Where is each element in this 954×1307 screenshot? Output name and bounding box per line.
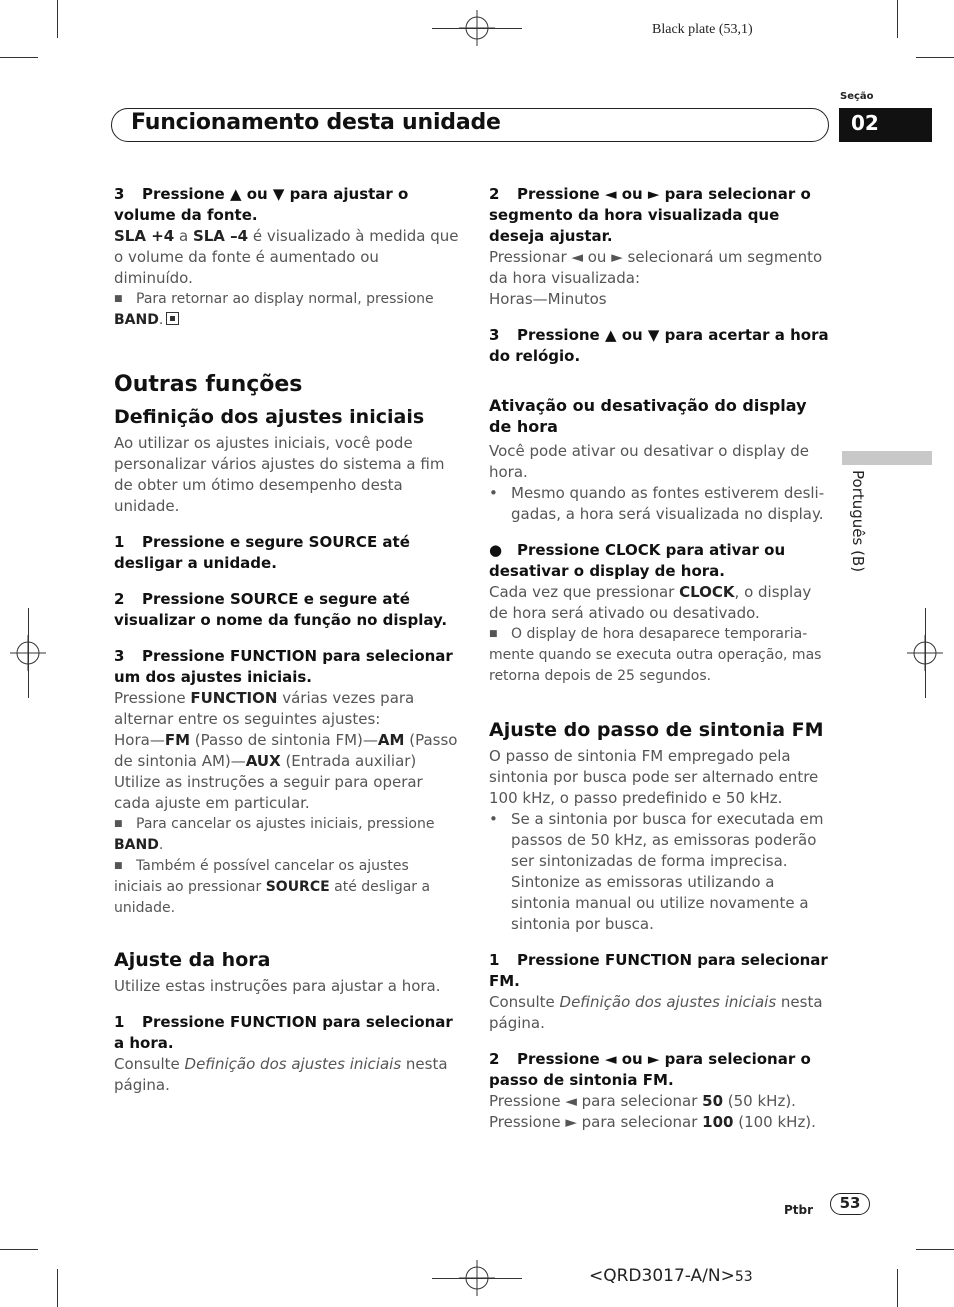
fm-intro: O passo de sintonia FM empregado pela sintonia por busca pode ser alternado entre 100 kHz, o passo predefinido e 50 kHz. xyxy=(489,747,819,807)
bullet-icon: • xyxy=(489,484,498,502)
crop-mark xyxy=(57,1269,58,1307)
step-hora-3: 3 Pressione ▲ ou ▼ para acertar a hora do relógio. xyxy=(489,326,829,365)
left-column xyxy=(114,184,459,1096)
heading-passo-fm: Ajuste do passo de sintonia FM xyxy=(489,719,824,741)
note-square-icon: ■ xyxy=(114,819,123,829)
page-number: 53 xyxy=(830,1193,870,1215)
display-intro: Você pode ativar ou desativar o display de hora. xyxy=(489,442,809,481)
document-id: <QRD3017-A/N>53 xyxy=(589,1266,753,1286)
hora-2-body-2: Horas—Minutos xyxy=(489,290,607,308)
registration-mark-icon xyxy=(459,10,495,46)
step-fm-2: 2 Pressione ◄ ou ► para selecionar o passo de sintonia FM. xyxy=(489,1050,811,1089)
step-volume: 3 Pressione ▲ ou ▼ para ajustar o volume da fonte. xyxy=(114,185,409,224)
language-tab-bar xyxy=(842,451,932,465)
note-square-icon: ■ xyxy=(489,629,498,639)
end-mark-icon xyxy=(166,312,179,325)
sla-paragraph: SLA +4 a SLA –4 é visualizado à medida que o volume da fonte é aumentado ou diminuído. xyxy=(114,227,459,287)
step-definicao-3: 3 Pressione FUNCTION para selecionar um dos ajustes iniciais. xyxy=(114,647,453,686)
note-also: ■ Também é possível cancelar os ajustes iniciais ao pressionar SOURCE até desligar a unidade. xyxy=(114,858,431,916)
step-clock: ● Pressione CLOCK para ativar ou desativar o display de hora. xyxy=(489,541,786,580)
crop-mark xyxy=(897,1269,898,1307)
section-number-badge: 02 xyxy=(839,108,932,142)
step-hora-1: 1 Pressione FUNCTION para selecionar a hora. xyxy=(114,1013,453,1052)
display-body: Cada vez que pressionar CLOCK, o display de hora será ativado ou desativado. xyxy=(489,583,812,622)
note-display: ■ O display de hora desaparece temporariamente quando se executa outra operação, mas retorna depois de 25 segundos. xyxy=(489,626,822,684)
note-return: ■ Para retornar ao display normal, pressione BAND. xyxy=(114,291,434,328)
language-code: Ptbr xyxy=(784,1203,814,1217)
crop-mark xyxy=(0,57,38,58)
registration-mark-icon xyxy=(907,635,943,671)
crop-mark xyxy=(0,1249,38,1250)
hora-consulte: Consulte Definição dos ajustes iniciais nesta página. xyxy=(114,1055,448,1094)
language-tab xyxy=(837,470,867,580)
step-fm-1: 1 Pressione FUNCTION para selecionar FM. xyxy=(489,951,828,990)
crop-mark xyxy=(916,57,954,58)
display-bullet: • Mesmo quando as fontes estiverem desligadas, a hora será visualizada no display. xyxy=(489,484,825,523)
heading-ajuste-hora: Ajuste da hora xyxy=(114,949,271,971)
hora-2-body: Pressionar ◄ ou ► selecionará um segmento da hora visualizada: xyxy=(489,248,823,287)
step-definicao-1: 1 Pressione e segure SOURCE até desligar a unidade. xyxy=(114,533,410,572)
fm-2-body: Pressione ◄ para selecionar 50 (50 kHz). Pressione ► para selecionar 100 (100 kHz). xyxy=(489,1092,816,1131)
page-header-title: Funcionamento desta unidade xyxy=(131,110,501,135)
step-definicao-2: 2 Pressione SOURCE e segure até visualizar o nome da função no display. xyxy=(114,590,448,629)
note-cancel: ■ Para cancelar os ajustes iniciais, pressione BAND. xyxy=(114,816,435,853)
registration-mark-icon xyxy=(10,635,46,671)
language-tab-label: Português (B) xyxy=(849,470,867,573)
step-hora-2: 2 Pressione ◄ ou ► para selecionar o segmento da hora visualizada que deseja ajustar. xyxy=(489,185,811,245)
right-column xyxy=(489,184,831,1133)
plate-label: Black plate (53,1) xyxy=(652,22,753,37)
definicao-utilize: Utilize as instruções a seguir para operar cada ajuste em particular. xyxy=(114,773,423,812)
heading-outras-funcoes: Outras funções xyxy=(114,372,303,397)
bullet-icon: • xyxy=(489,810,498,828)
section-label: Seção xyxy=(840,91,874,102)
hora-intro: Utilize estas instruções para ajustar a hora. xyxy=(114,977,441,995)
fm-consulte: Consulte Definição dos ajustes iniciais nesta página. xyxy=(489,993,823,1032)
heading-display-hora: Ativação ou desativação do display de hora xyxy=(489,396,807,436)
note-square-icon: ■ xyxy=(114,861,123,871)
heading-definicao: Definição dos ajustes iniciais xyxy=(114,406,425,428)
definicao-intro: Ao utilizar os ajustes iniciais, você pode personalizar vários ajustes do sistema a fim de obter um ótimo desempenho desta unidade. xyxy=(114,434,445,515)
definicao-body: Pressione FUNCTION várias vezes para alternar entre os seguintes ajustes: Hora—FM (Passo de sintonia FM)—AM (Passo de sintonia AM)—AUX (Entrada auxiliar) xyxy=(114,689,458,770)
fm-bullet: • Se a sintonia por busca for executada em passos de 50 kHz, as emissoras poderão ser sintonizadas de forma imprecisa. Sintonize as emissoras utilizando a sintonia manual ou utilize novamente a sintonia por busca. xyxy=(489,810,824,933)
note-square-icon: ■ xyxy=(114,294,123,304)
crop-mark xyxy=(916,1249,954,1250)
crop-mark xyxy=(897,0,898,38)
registration-mark-icon xyxy=(459,1260,495,1296)
crop-mark xyxy=(57,0,58,38)
step-dot-icon: ● xyxy=(489,541,503,559)
